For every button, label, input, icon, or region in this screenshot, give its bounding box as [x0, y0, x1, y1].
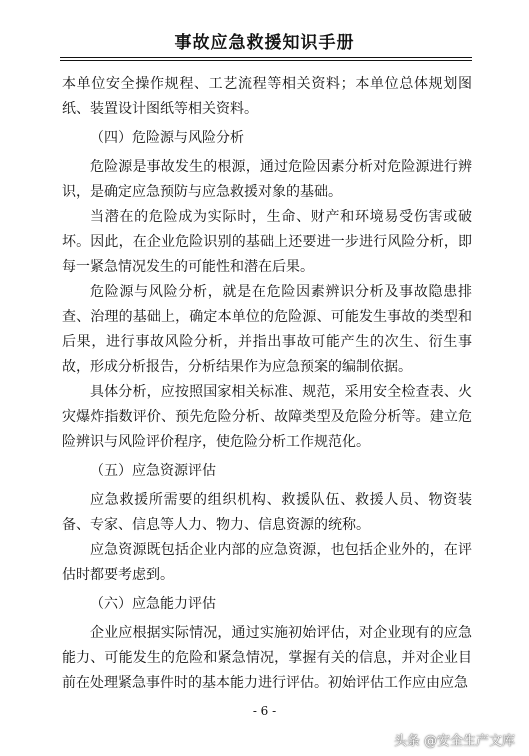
paragraph: 具体分析，应按照国家相关标准、规范，采用安全检查表、火灾爆炸指数评价、预先危险分析、故障类型及危险分析等。建立危险辨识与风险评价程序，使危险分析工作规范化。 [62, 384, 472, 450]
page-number: - 6 - [252, 704, 277, 718]
page-title: 事故应急救援知识手册 [174, 33, 355, 53]
section-heading-hazard-analysis: （四）危险源与风险分析 [90, 130, 244, 146]
paragraph: 应急救援所需要的组织机构、救援队伍、救援人员、物资装备、专家、信息等人力、物力、信息资源的统称。 [62, 492, 472, 533]
paragraph: 当潜在的危险成为实际时，生命、财产和环境易受伤害或破坏。因此，在企业危险识别的基础上还要进一步进行风险分析，即每一紧急情况发生的可能性和潜在后果。 [62, 209, 472, 275]
header-divider [60, 57, 472, 58]
paragraph: 应急资源既包括企业内部的应急资源，也包括企业外的，在评估时都要考虑到。 [62, 542, 472, 583]
page-header [0, 0, 529, 62]
section-heading-capability-assessment: （六）应急能力评估 [90, 596, 216, 612]
document-body [62, 72, 472, 696]
header-divider-second [60, 60, 472, 61]
section-heading-resource-assessment: （五）应急资源评估 [90, 463, 216, 479]
paragraph-continued: 本单位安全操作规程、工艺流程等相关资料；本单位总体规划图纸、装置设计图纸等相关资料。 [62, 76, 472, 117]
paragraph: 危险源是事故发生的根源，通过危险因素分析对危险源进行辨识，是确定应急预防与应急救援对象的基础。 [62, 159, 472, 200]
paragraph: 企业应根据实际情况，通过实施初始评估，对企业现有的应急能力、可能发生的危险和紧急情况，掌握有关的信息，并对企业目前在处理紧急事件时的基本能力进行评估。初始评估工作应由应急 [62, 625, 472, 691]
paragraph: 危险源与风险分析，就是在危险因素辨识分析及事故隐患排查、治理的基础上，确定本单位的危险源、可能发生事故的类型和后果，进行事故风险分析，并指出事故可能产生的次生、衍生事故，形成分析报告，分析结果作为应急预案的编制依据。 [62, 284, 472, 375]
watermark: 头条 @安全生产文库 [393, 734, 515, 749]
